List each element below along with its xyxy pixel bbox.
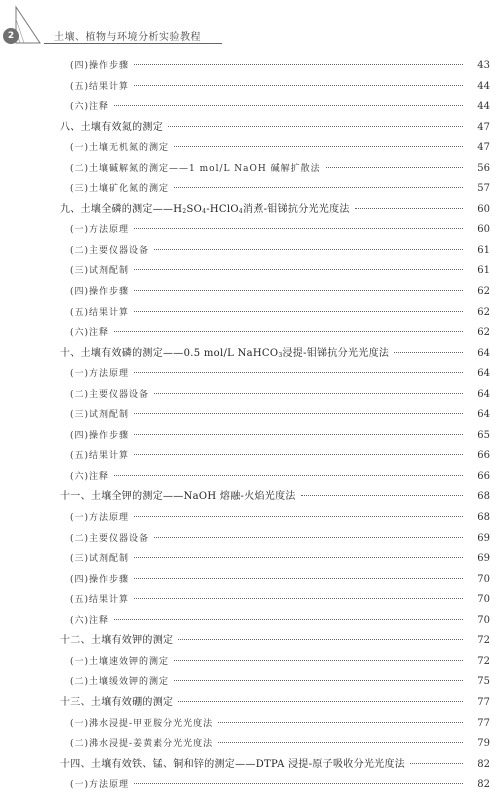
toc-entry-title: (三)试剂配制 bbox=[70, 410, 130, 421]
dot-leader bbox=[114, 475, 463, 476]
toc-page-number: 65 bbox=[477, 429, 490, 441]
toc-page-number: 77 bbox=[477, 717, 490, 729]
toc-page-number: 66 bbox=[477, 470, 490, 482]
toc-page-number: 47 bbox=[477, 142, 490, 154]
toc-title-text: 浸提-钼锑抗分光光度法 bbox=[282, 347, 390, 359]
toc-page-number: 44 bbox=[477, 80, 490, 92]
dot-leader bbox=[134, 290, 463, 291]
toc-subsection-entry[interactable] bbox=[60, 446, 490, 467]
running-title: 土壤、植物与环境分析实验教程 bbox=[54, 32, 201, 43]
toc-subsection-entry[interactable] bbox=[60, 364, 490, 385]
toc-page-number: 62 bbox=[477, 327, 490, 339]
toc-page-number: 82 bbox=[477, 779, 490, 791]
toc-page-number: 64 bbox=[477, 368, 490, 380]
toc-subsection-entry[interactable] bbox=[60, 77, 490, 98]
toc-subsection-entry[interactable] bbox=[60, 508, 490, 529]
dot-leader bbox=[174, 146, 463, 147]
toc-entry-title: (一)沸水浸提-甲亚胺分光光度法 bbox=[70, 718, 214, 729]
dot-leader bbox=[134, 783, 463, 784]
toc-subsection-entry[interactable] bbox=[60, 570, 490, 591]
dot-leader bbox=[134, 311, 463, 312]
toc-entry-title: 八、土壤有效氮的测定 bbox=[60, 121, 163, 133]
toc-page-number: 44 bbox=[477, 101, 490, 113]
toc-entry-title: (四)操作步骤 bbox=[70, 61, 130, 71]
toc-subsection-entry[interactable] bbox=[60, 261, 490, 282]
toc-page-number: 64 bbox=[477, 347, 490, 359]
dot-leader bbox=[168, 126, 463, 127]
toc-title-text: -HClO bbox=[206, 203, 239, 215]
toc-entry-title: (五)结果计算 bbox=[70, 451, 130, 462]
dot-leader bbox=[218, 722, 463, 723]
toc-entry-title: 十一、土壤全钾的测定——NaOH 熔融-火焰光度法 bbox=[60, 491, 296, 503]
dot-leader bbox=[114, 105, 463, 106]
toc-entry-title: (一)方法原理 bbox=[70, 225, 130, 236]
toc-page-number: 68 bbox=[477, 491, 490, 503]
toc-page-number: 47 bbox=[477, 121, 490, 133]
toc-entry-title: (二)主要仪器设备 bbox=[70, 533, 150, 544]
toc-page-number: 66 bbox=[477, 450, 490, 462]
toc-subsection-entry[interactable] bbox=[60, 734, 490, 755]
toc-subsection-entry[interactable] bbox=[60, 405, 490, 426]
toc-page-number: 68 bbox=[477, 512, 490, 524]
toc-entry-title: (一)方法原理 bbox=[70, 369, 130, 380]
dot-leader bbox=[154, 393, 463, 394]
dot-leader bbox=[134, 85, 463, 86]
toc-title-subscript: 2 bbox=[182, 207, 187, 215]
toc-subsection-entry[interactable] bbox=[60, 303, 490, 324]
page-header bbox=[0, 0, 500, 46]
toc-entry-title: (二)主要仪器设备 bbox=[70, 245, 150, 256]
toc-page-number: 82 bbox=[477, 758, 490, 770]
toc-subsection-entry[interactable] bbox=[60, 241, 490, 262]
toc-subsection-entry[interactable] bbox=[60, 179, 490, 200]
toc-title-text: 消煮-钼锑抗分光光度法 bbox=[243, 203, 350, 215]
toc-page-number: 69 bbox=[477, 532, 490, 544]
toc-subsection-entry[interactable] bbox=[60, 220, 490, 241]
toc-page-number: 43 bbox=[477, 60, 490, 71]
toc-subsection-entry[interactable] bbox=[60, 775, 490, 796]
toc-page-number: 75 bbox=[477, 676, 490, 688]
toc-page-number: 56 bbox=[477, 162, 490, 174]
dot-leader bbox=[174, 680, 463, 681]
toc-page-number: 70 bbox=[477, 614, 490, 626]
toc-entry-title: (三)试剂配制 bbox=[70, 266, 130, 277]
toc-entry-title: (二)主要仪器设备 bbox=[70, 389, 150, 400]
dot-leader bbox=[394, 352, 463, 353]
dot-leader bbox=[178, 701, 463, 702]
toc-entry-title: (三)试剂配制 bbox=[70, 554, 130, 565]
toc-page-number: 61 bbox=[477, 244, 490, 256]
table-of-contents bbox=[60, 56, 490, 796]
toc-subsection-entry[interactable] bbox=[60, 159, 490, 180]
dot-leader bbox=[134, 372, 463, 373]
dot-leader bbox=[134, 269, 463, 270]
toc-entry-title: (四)操作步骤 bbox=[70, 430, 130, 441]
toc-subsection-entry[interactable] bbox=[60, 714, 490, 735]
toc-entry-title: (二)土壤碱解氮的测定——1 mol/L NaOH 碱解扩散法 bbox=[70, 163, 321, 174]
dot-leader bbox=[134, 434, 463, 435]
toc-entry-title: (四)操作步骤 bbox=[70, 287, 130, 298]
toc-entry-title: (四)操作步骤 bbox=[70, 574, 130, 585]
toc-subsection-entry[interactable] bbox=[60, 426, 490, 447]
toc-page-number: 77 bbox=[477, 696, 490, 708]
toc-subsection-entry[interactable] bbox=[60, 323, 490, 344]
dot-leader bbox=[154, 249, 463, 250]
toc-entry-title: 十四、土壤有效铁、锰、铜和锌的测定——DTPA 浸提-原子吸收分光光度法 bbox=[60, 758, 406, 770]
toc-page-number: 61 bbox=[477, 265, 490, 277]
dot-leader bbox=[178, 639, 463, 640]
toc-entry-title: (五)结果计算 bbox=[70, 81, 130, 92]
toc-title-subscript: 4 bbox=[238, 207, 244, 215]
toc-section-entry[interactable] bbox=[60, 631, 490, 652]
dot-leader bbox=[134, 557, 463, 558]
header-divider bbox=[44, 43, 222, 44]
toc-subsection-entry[interactable] bbox=[60, 467, 490, 488]
dot-leader bbox=[134, 598, 463, 599]
toc-subsection-entry[interactable] bbox=[60, 56, 490, 77]
dot-leader bbox=[410, 763, 463, 764]
toc-page-number: 60 bbox=[477, 203, 490, 215]
toc-title-subscript: 4 bbox=[202, 207, 207, 215]
toc-title-text: 十、土壤有效磷的测定——0.5 mol/L NaHCO bbox=[60, 347, 279, 359]
dot-leader bbox=[174, 187, 463, 188]
toc-page-number: 70 bbox=[477, 594, 490, 606]
toc-title-text: SO bbox=[186, 203, 203, 215]
toc-entry-title: (一)土壤无机氮的测定 bbox=[70, 143, 170, 154]
toc-subsection-entry[interactable] bbox=[60, 385, 490, 406]
dot-leader bbox=[174, 660, 463, 661]
toc-page-number: 62 bbox=[477, 286, 490, 298]
dot-leader bbox=[301, 495, 463, 496]
toc-entry-title: (二)沸水浸提-姜黄素分光光度法 bbox=[70, 739, 214, 750]
dot-leader bbox=[134, 516, 463, 517]
toc-subsection-entry[interactable] bbox=[60, 97, 490, 118]
toc-subsection-entry[interactable] bbox=[60, 672, 490, 693]
toc-section-entry[interactable] bbox=[60, 200, 490, 221]
toc-entry-title: 十二、土壤有效钾的测定 bbox=[60, 635, 174, 647]
dot-leader bbox=[218, 742, 463, 743]
toc-page-number: 69 bbox=[477, 553, 490, 565]
toc-title-text: 九、土壤全磷的测定——H bbox=[60, 203, 183, 215]
toc-page-number: 62 bbox=[477, 306, 490, 318]
toc-subsection-entry[interactable] bbox=[60, 529, 490, 550]
dot-leader bbox=[114, 331, 463, 332]
toc-section-entry[interactable] bbox=[60, 693, 490, 714]
toc-subsection-entry[interactable] bbox=[60, 549, 490, 570]
toc-page-number: 70 bbox=[477, 573, 490, 585]
toc-entry-title: (六)注释 bbox=[70, 328, 110, 339]
toc-page-number: 72 bbox=[477, 635, 490, 647]
toc-entry-title bbox=[60, 344, 389, 365]
toc-entry-title: (六)注释 bbox=[70, 102, 110, 113]
toc-entry-title: (六)注释 bbox=[70, 615, 110, 626]
toc-page-number: 64 bbox=[477, 388, 490, 400]
page-number: 2 bbox=[3, 28, 19, 44]
toc-entry-title: (二)土壤缓效钾的测定 bbox=[70, 677, 170, 688]
dot-leader bbox=[134, 454, 463, 455]
toc-section-entry[interactable] bbox=[60, 755, 490, 776]
toc-subsection-entry[interactable] bbox=[60, 611, 490, 632]
toc-subsection-entry[interactable] bbox=[60, 590, 490, 611]
toc-subsection-entry[interactable] bbox=[60, 138, 490, 159]
toc-entry-title: 十三、土壤有效硼的测定 bbox=[60, 696, 174, 708]
toc-subsection-entry[interactable] bbox=[60, 282, 490, 303]
toc-entry-title: (五)结果计算 bbox=[70, 595, 130, 606]
toc-page-number: 57 bbox=[477, 183, 490, 195]
toc-subsection-entry[interactable] bbox=[60, 652, 490, 673]
dot-leader bbox=[114, 619, 463, 620]
toc-title-subscript: 3 bbox=[278, 351, 283, 359]
toc-entry-title: (一)方法原理 bbox=[70, 513, 130, 524]
toc-entry-title: (六)注释 bbox=[70, 471, 110, 482]
dot-leader bbox=[134, 228, 463, 229]
dot-leader bbox=[134, 64, 463, 65]
toc-page-number: 60 bbox=[477, 224, 490, 236]
toc-entry-title bbox=[60, 200, 350, 221]
toc-section-entry[interactable] bbox=[60, 118, 490, 139]
dot-leader bbox=[134, 413, 463, 414]
toc-entry-title: (五)结果计算 bbox=[70, 307, 130, 318]
dot-leader bbox=[326, 167, 463, 168]
toc-entry-title: (一)土壤速效钾的测定 bbox=[70, 656, 170, 667]
toc-page-number: 72 bbox=[477, 655, 490, 667]
toc-entry-title: (三)土壤矿化氮的测定 bbox=[70, 184, 170, 195]
toc-section-entry[interactable] bbox=[60, 487, 490, 508]
toc-entry-title: (一)方法原理 bbox=[70, 780, 130, 791]
toc-page-number: 79 bbox=[477, 738, 490, 750]
dot-leader bbox=[134, 578, 463, 579]
toc-section-entry[interactable] bbox=[60, 344, 490, 365]
dot-leader bbox=[154, 537, 463, 538]
toc-page-number: 64 bbox=[477, 409, 490, 421]
dot-leader bbox=[355, 208, 463, 209]
